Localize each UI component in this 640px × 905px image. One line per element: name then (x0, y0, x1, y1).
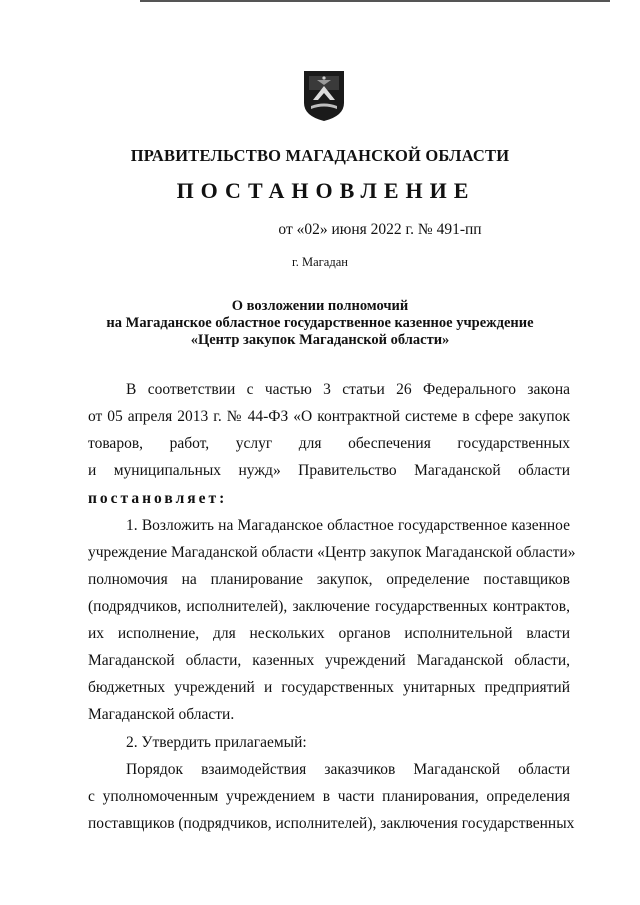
body-line: с уполномоченным учреждением в части планирования, определения (88, 788, 570, 805)
body-line: от 05 апреля 2013 г. № 44-ФЗ «О контрактной системе в сфере закупок (88, 408, 570, 425)
body-line: бюджетных учреждений и государственных унитарных предприятий (88, 679, 570, 696)
title-line: на Магаданское областное государственное казенное учреждение (106, 315, 534, 331)
body-line: Магаданской области. (88, 706, 235, 723)
government-name: ПРАВИТЕЛЬСТВО МАГАДАНСКОЙ ОБЛАСТИ (130, 146, 510, 165)
document-date-number: от «02» июня 2022 г. № 491-пп (278, 221, 482, 238)
resolves-word: постановляет: (88, 490, 228, 507)
body-line: учреждение Магаданской области «Центр закупок Магаданской области» (88, 544, 576, 561)
body-line: (подрядчиков, исполнителей), заключение государственных контрактов, (88, 598, 570, 615)
body-line: 2. Утвердить прилагаемый: (126, 734, 307, 751)
body-line: их исполнение, для нескольких органов исполнительной власти (88, 625, 570, 642)
title-line: О возложении полномочий (231, 298, 409, 314)
body-line: В соответствии с частью 3 статьи 26 Федерального закона (126, 381, 570, 398)
coat-of-arms-icon (303, 70, 345, 122)
body-line: поставщиков (подрядчиков, исполнителей), заключения государственных (88, 815, 575, 832)
body-line: 1. Возложить на Магаданское областное государственное казенное (126, 517, 570, 534)
scan-edge-line (140, 0, 610, 2)
document-type: ПОСТАНОВЛЕНИЕ (176, 178, 476, 203)
document-city: г. Магадан (292, 255, 348, 269)
body-line: полномочия на планирование закупок, определение поставщиков (88, 571, 570, 588)
body-line: Порядок взаимодействия заказчиков Магаданской области (126, 761, 570, 778)
body-line: Магаданской области, казенных учреждений Магаданской области, (88, 652, 570, 669)
body-line: и муниципальных нужд» Правительство Магаданской области (88, 462, 570, 479)
document-title (0, 298, 640, 349)
title-line: «Центр закупок Магаданской области» (190, 332, 450, 348)
body-line: товаров, работ, услуг для обеспечения государственных (88, 435, 570, 452)
